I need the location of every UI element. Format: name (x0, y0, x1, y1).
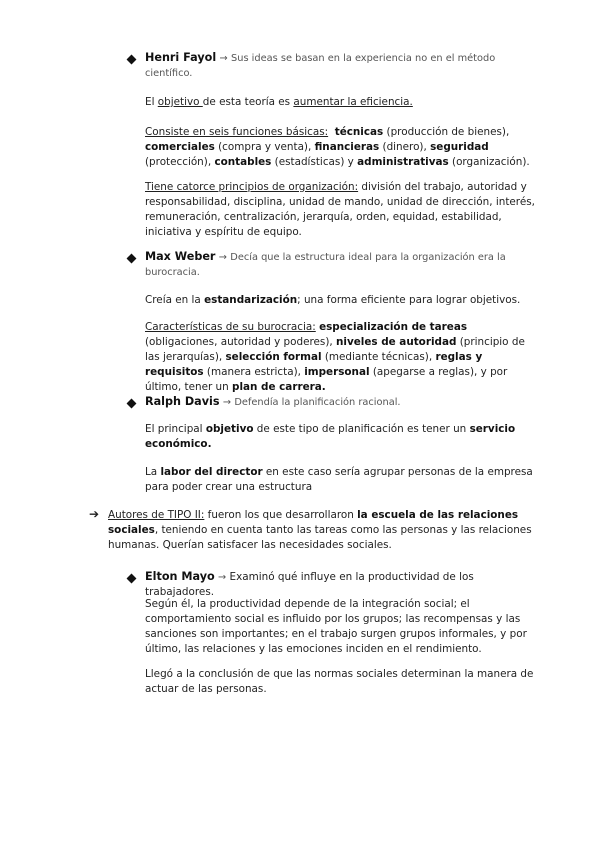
heavy-arrow-icon: ➔ (89, 507, 100, 521)
diamond-bullet-icon (127, 399, 137, 409)
tipo2-paragraph: Autores de TIPO II: fueron los que desarrollaron la escuela de las relaciones sociales, teniendo en cuenta tanto las tareas como las personas y las relaciones humanas. Querían satisfacer las necesidades sociales. (108, 509, 532, 551)
author-name: Ralph Davis (145, 395, 220, 408)
davis-intro: Ralph Davis → Defendía la planificación racional. (145, 395, 401, 408)
mayo-conclusion: Llegó a la conclusión de que las normas sociales determinan la manera de actuar de las personas. (145, 668, 534, 695)
author-name: Max Weber (145, 250, 216, 263)
mayo-productivity: Según él, la productividad depende de la integración social; el comportamiento social es influido por los grupos; las recompensas y las sanciones son importantes; en el trabajo surgen grupos informales, y por último, las relaciones y las emociones inciden en el rendimiento. (145, 598, 527, 655)
weber-intro: Max Weber → Decía que la estructura ideal para la organización era la burocracia. (145, 250, 506, 278)
diamond-bullet-icon (127, 55, 137, 65)
fayol-objective: El objetivo de esta teoría es aumentar la eficiencia. (145, 96, 413, 108)
diamond-bullet-icon (127, 574, 137, 584)
davis-director: La labor del director en este caso sería agrupar personas de la empresa para poder crear una estructura (145, 466, 533, 493)
fayol-intro: Henri Fayol → Sus ideas se basan en la experiencia no en el método científico. (145, 51, 496, 79)
author-name: Elton Mayo (145, 570, 215, 583)
fayol-principles: Tiene catorce principios de organización: división del trabajo, autoridad y responsabilidad, disciplina, unidad de mando, unidad de dirección, interés, remuneración, centralización, jerarquía, orden, equidad, estabilidad, iniciativa y espíritu de equipo. (145, 181, 535, 238)
davis-objective: El principal objetivo de este tipo de planificación es tener un servicio económico. (145, 423, 516, 450)
diamond-bullet-icon (127, 254, 137, 264)
weber-standardization: Creía en la estandarización; una forma eficiente para lograr objetivos. (145, 294, 521, 306)
author-name: Henri Fayol (145, 51, 217, 64)
right-arrow-icon: → (218, 572, 227, 583)
right-arrow-icon: → (219, 53, 228, 64)
mayo-intro: Elton Mayo → Examinó qué influye en la productividad de los trabajadores. (145, 570, 474, 598)
weber-characteristics: Características de su burocracia: especialización de tareas (obligaciones, autoridad y poderes), niveles de autoridad (principio de las jerarquías), selección formal (mediante técnicas), reglas y requisitos (manera estricta), impersonal (apegarse a reglas), y por último, tener un plan de carrera. (145, 321, 525, 393)
right-arrow-icon: → (218, 252, 227, 263)
right-arrow-icon: → (222, 397, 232, 408)
fayol-functions: Consiste en seis funciones básicas: técnicas (producción de bienes), comerciales (compra y venta), financieras (dinero), seguridad (protección), contables (estadísticas) y administrativas (organización). (145, 126, 530, 168)
